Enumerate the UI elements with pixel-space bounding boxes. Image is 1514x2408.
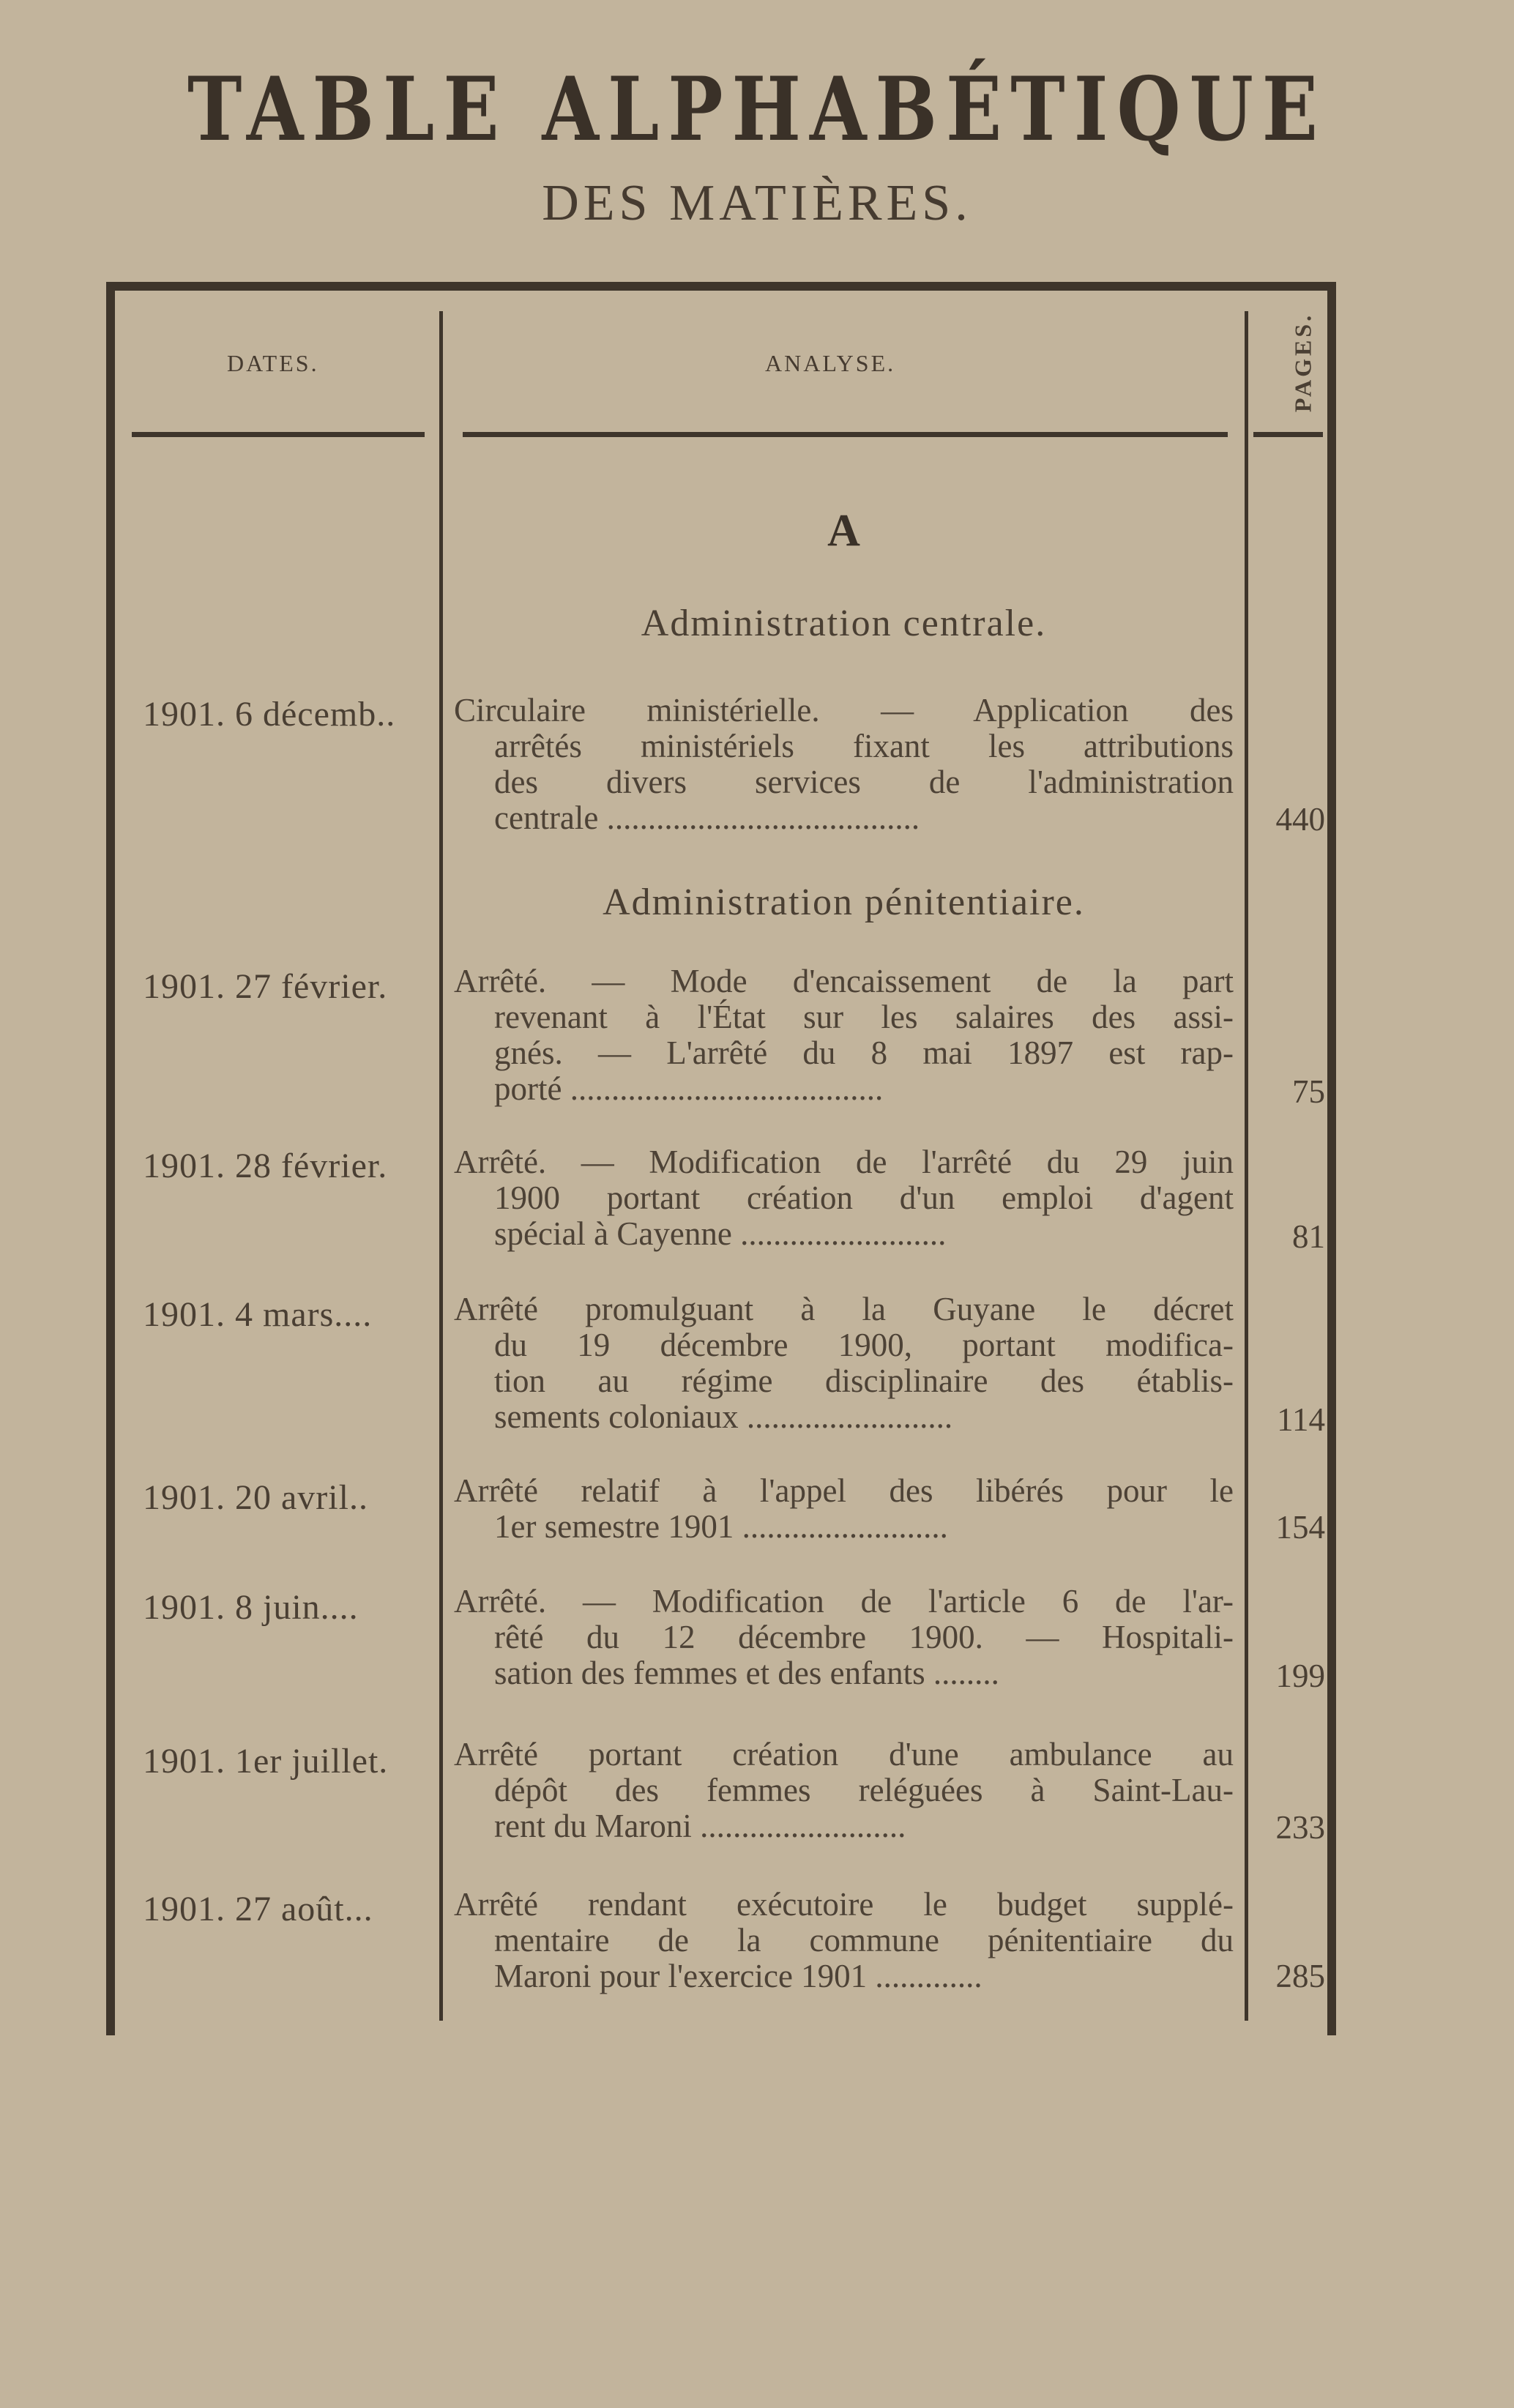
entry-line: Arrêté. — Mode d'encaissement de la part bbox=[454, 963, 1234, 999]
entry-date: 1901. 28 février. bbox=[143, 1147, 388, 1185]
column-rule-dates bbox=[439, 311, 443, 2021]
entry-line: 1900 portant création d'un emploi d'agent bbox=[494, 1179, 1234, 1216]
entry-line: des divers services de l'administration bbox=[494, 764, 1234, 800]
entry-line: du 19 décembre 1900, portant modifica- bbox=[494, 1327, 1234, 1363]
entry-line: 1er semestre 1901 ......................... bbox=[494, 1508, 948, 1545]
entry-page: 285 bbox=[1275, 1958, 1325, 1994]
section-letter: A bbox=[827, 506, 860, 556]
entry-page: 440 bbox=[1275, 801, 1325, 838]
entry-line: Arrêté. — Modification de l'arrêté du 29 juin bbox=[454, 1144, 1234, 1180]
entry-date: 1901. 20 avril.. bbox=[143, 1478, 368, 1517]
entry-line: Maroni pour l'exercice 1901 ............. bbox=[494, 1958, 982, 1994]
entry-date: 1901. 6 décemb.. bbox=[143, 695, 396, 734]
entry-analysis bbox=[454, 1473, 1234, 1545]
entry-analysis bbox=[454, 1737, 1234, 1844]
entry-page: 199 bbox=[1275, 1658, 1325, 1694]
entry-date: 1901. 4 mars.... bbox=[143, 1295, 373, 1334]
entry-date: 1901. 27 février. bbox=[143, 967, 388, 1006]
entry-line: Arrêté rendant exécutoire le budget supplé- bbox=[454, 1886, 1234, 1923]
entry-line: tion au régime disciplinaire des établis- bbox=[494, 1363, 1234, 1399]
entry-line: sements coloniaux ......................... bbox=[494, 1398, 953, 1435]
entry-line: porté ...................................... bbox=[494, 1070, 884, 1107]
column-header-analyse: ANALYSE. bbox=[765, 350, 896, 376]
entry-line: rêté du 12 décembre 1900. — Hospitali- bbox=[494, 1619, 1234, 1655]
entry-line: dépôt des femmes reléguées à Saint-Lau- bbox=[494, 1772, 1234, 1808]
entry-analysis bbox=[454, 1291, 1234, 1435]
entry-line: mentaire de la commune pénitentiaire du bbox=[494, 1922, 1234, 1958]
entry-page: 81 bbox=[1292, 1218, 1325, 1255]
entry-page: 114 bbox=[1277, 1401, 1325, 1438]
entry-analysis bbox=[454, 963, 1234, 1107]
entry-line: rent du Maroni ......................... bbox=[494, 1808, 906, 1844]
entry-line: Arrêté portant création d'une ambulance au bbox=[454, 1736, 1234, 1773]
entry-line: Circulaire ministérielle. — Application des bbox=[454, 692, 1234, 728]
entry-line: spécial à Cayenne ......................... bbox=[494, 1215, 947, 1252]
section-heading: Administration centrale. bbox=[641, 603, 1047, 644]
page-subtitle: DES MATIÈRES. bbox=[542, 175, 972, 231]
header-rule-pages bbox=[1253, 432, 1323, 437]
column-header-dates: DATES. bbox=[227, 350, 319, 376]
entry-date: 1901. 27 août... bbox=[143, 1890, 373, 1928]
entry-line: arrêtés ministériels fixant les attributions bbox=[494, 728, 1234, 764]
entry-analysis bbox=[454, 1144, 1234, 1252]
entry-date: 1901. 8 juin.... bbox=[143, 1588, 359, 1627]
entry-page: 75 bbox=[1292, 1073, 1325, 1110]
entry-page: 154 bbox=[1275, 1509, 1325, 1546]
entry-line: Arrêté. — Modification de l'article 6 de l'ar- bbox=[454, 1583, 1234, 1619]
entry-analysis bbox=[454, 1584, 1234, 1691]
entry-date: 1901. 1er juillet. bbox=[143, 1742, 389, 1781]
column-header-pages: PAGES. bbox=[1289, 312, 1316, 413]
entry-analysis bbox=[454, 1887, 1234, 1994]
entry-line: Arrêté relatif à l'appel des libérés pour le bbox=[454, 1472, 1234, 1509]
entry-line: gnés. — L'arrêté du 8 mai 1897 est rap- bbox=[494, 1035, 1234, 1071]
entry-line: Arrêté promulguant à la Guyane le décret bbox=[454, 1291, 1234, 1327]
entry-line: sation des femmes et des enfants ........ bbox=[494, 1655, 999, 1691]
entry-page: 233 bbox=[1275, 1809, 1325, 1846]
entry-line: centrale ...................................... bbox=[494, 799, 920, 836]
header-rule-analyse bbox=[463, 432, 1228, 437]
column-rule-analyse bbox=[1245, 311, 1248, 2021]
page-title: TABLE ALPHABÉTIQUE bbox=[187, 57, 1327, 161]
section-heading: Administration pénitentiaire. bbox=[603, 881, 1085, 923]
entry-line: revenant à l'État sur les salaires des assi- bbox=[494, 999, 1234, 1035]
entry-analysis bbox=[454, 693, 1234, 836]
header-rule-dates bbox=[132, 432, 425, 437]
